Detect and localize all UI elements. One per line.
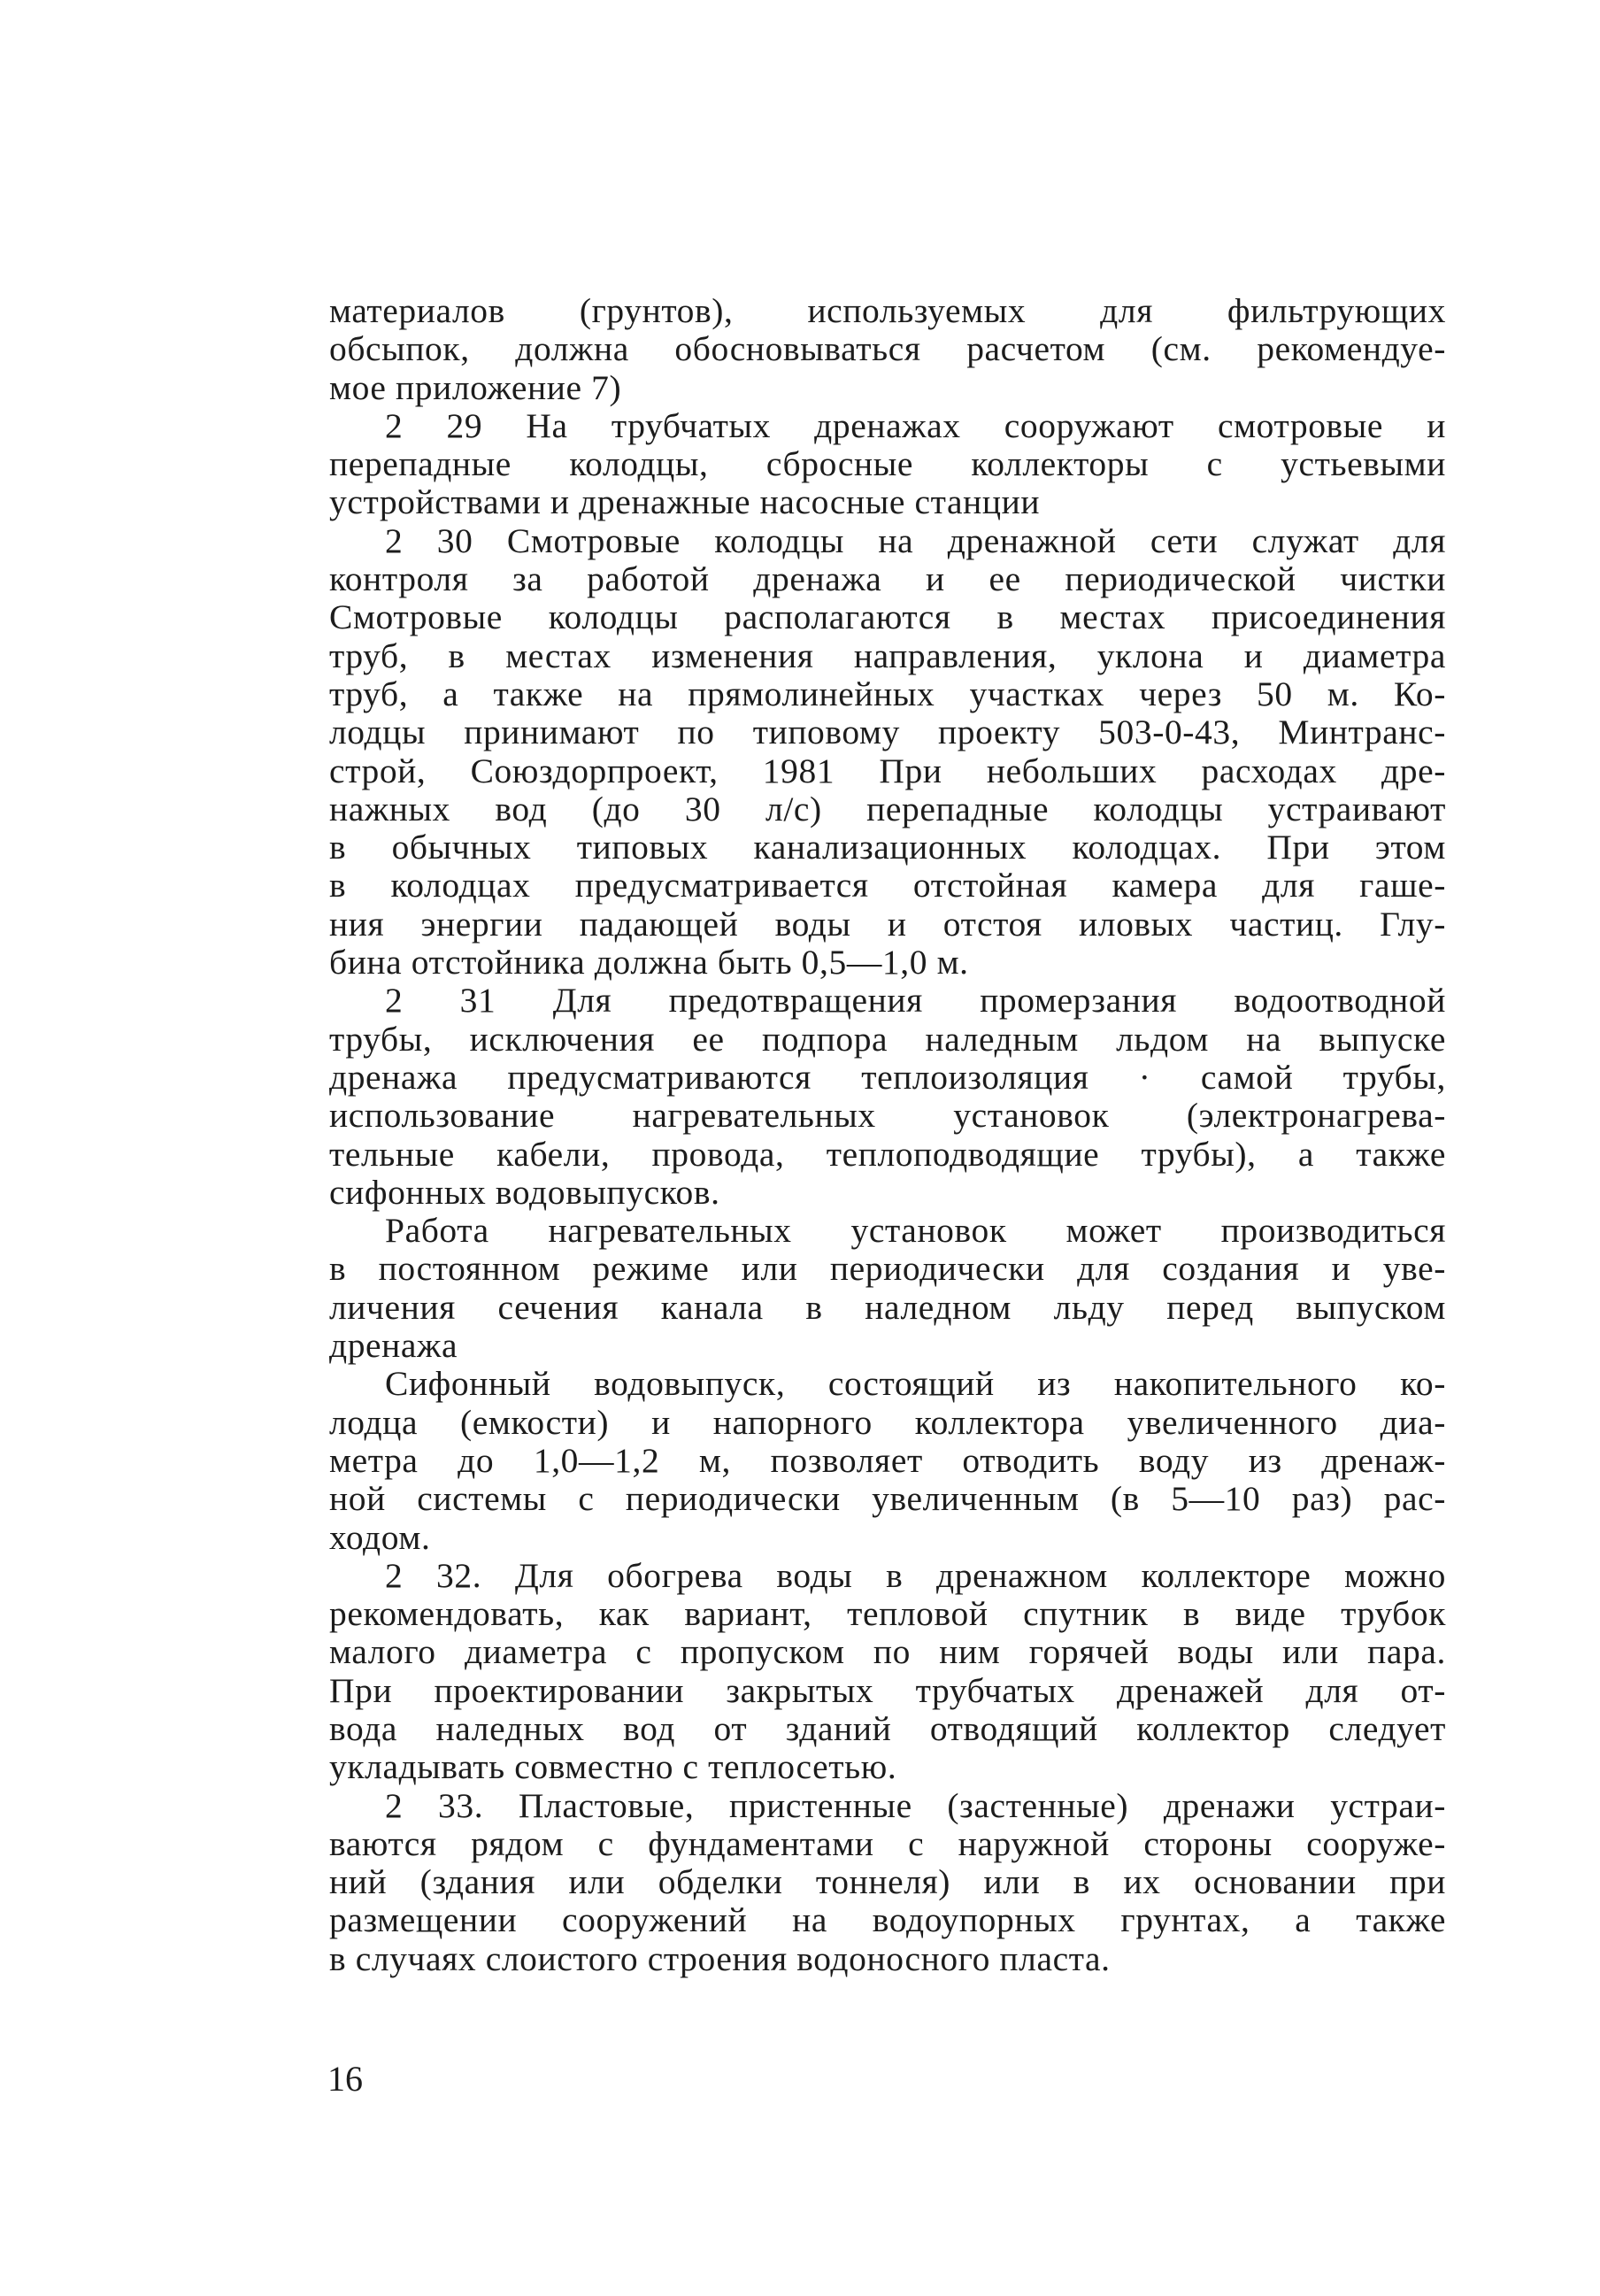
text-line: ний (здания или обделки тоннеля) или в их основании при (329, 1862, 1446, 1902)
text-line: в случаях слоистого строения водоносного пласта. (329, 1938, 1111, 1978)
text-line: ходом. (329, 1517, 431, 1557)
text-line: в обычных типовых канализационных колодцах. При этом (329, 828, 1446, 867)
paragraph-siphon-line: Сифонный водовыпуск, состоящий из накопительного ко- (385, 1364, 1446, 1404)
text-line: устройствами и дренажные насосные станции (329, 482, 1041, 522)
text-line: лодца (емкости) и напорного коллектора увеличенного диа- (329, 1402, 1446, 1442)
clause-2-30-line: 2 30 Смотровые колодцы на дренажной сети служат для (385, 520, 1446, 560)
text-line: труб, а также на прямолинейных участках через 50 м. Ко- (329, 674, 1446, 713)
text-line: укладывать совместно с теплосетью. (329, 1747, 897, 1787)
text-line: метра до 1,0—1,2 м, позволяет отводить воду из дренаж- (329, 1440, 1446, 1480)
text-line: ваются рядом с фундаментами с наружной стороны сооруже- (329, 1823, 1446, 1863)
text-line: лодцы принимают по типовому проекту 503-0-43, Минтранс- (329, 713, 1446, 752)
text-line: сифонных водовыпусков. (329, 1172, 720, 1212)
text-line: личения сечения канала в наледном льду перед выпуском (329, 1287, 1446, 1327)
text-line: дренажа предусматриваются теплоизоляция · самой трубы, (329, 1057, 1446, 1097)
text-line: перепадные колодцы, сбросные коллекторы с устьевыми (329, 444, 1446, 484)
text-line: ной системы с периодически увеличенным (в 5—10 раз) рас- (329, 1479, 1446, 1519)
text-line: рекомендовать, как вариант, тепловой спутник в виде трубок (329, 1594, 1446, 1634)
text-line: Смотровые колодцы располагаются в местах присоединения (329, 597, 1446, 637)
text-line: трубы, исключения ее подпора наледным льдом на выпуске (329, 1019, 1446, 1059)
text-line: ния энергии падающей воды и отстоя иловых частиц. Глу- (329, 904, 1446, 944)
text-line: нажных вод (до 30 л/с) перепадные колодцы устраивают (329, 789, 1446, 828)
clause-2-32-line: 2 32. Для обогрева воды в дренажном коллекторе можно (385, 1555, 1446, 1595)
text-line: вода наледных вод от зданий отводящий коллектор следует (329, 1708, 1446, 1748)
text-line: размещении сооружений на водоупорных грунтах, а также (329, 1900, 1446, 1940)
text-line: материалов (грунтов), используемых для фильтрующих (329, 291, 1446, 330)
page-number: 16 (327, 2059, 363, 2099)
paragraph-heaters-line: Работа нагревательных установок может производиться (385, 1211, 1446, 1251)
text-line: в колодцах предусматривается отстойная камера для гаше- (329, 866, 1446, 905)
body-text (329, 292, 1446, 1978)
text-line: контроля за работой дренажа и ее периодической чистки (329, 559, 1446, 599)
text-line: При проектировании закрытых трубчатых дренажей для от- (329, 1670, 1446, 1710)
text-line: дренажа (329, 1326, 458, 1366)
text-line: строй, Союздорпроект, 1981 При небольших расходах дре- (329, 751, 1446, 790)
text-line: тельные кабели, провода, теплоподводящие трубы), а также (329, 1134, 1446, 1174)
text-line: мое приложение 7) (329, 367, 622, 407)
clause-2-29-line: 2 29 На трубчатых дренажах сооружают смотровые и (385, 405, 1446, 445)
text-line: бина отстойника должна быть 0,5—1,0 м. (329, 943, 969, 982)
text-line: в постоянном режиме или периодически для создания и уве- (329, 1249, 1446, 1289)
text-line: труб, в местах изменения направления, уклона и диаметра (329, 636, 1446, 675)
text-line: обсыпок, должна обосновываться расчетом (см. рекомендуе- (329, 329, 1446, 369)
clause-2-33-line: 2 33. Пластовые, пристенные (застенные) дренажи устраи- (385, 1785, 1446, 1825)
text-line: использование нагревательных установок (электронагрева- (329, 1096, 1446, 1136)
clause-2-31-line: 2 31 Для предотвращения промерзания водоотводной (385, 981, 1446, 1021)
text-line: малого диаметра с пропуском по ним горячей воды или пара. (329, 1632, 1446, 1672)
